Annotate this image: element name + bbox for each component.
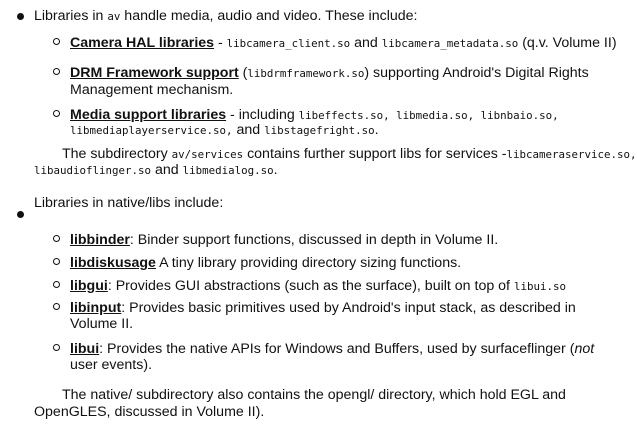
libdiskusage-link[interactable]: libdiskusage [70, 255, 156, 271]
list2-item-libinput: libinput: Provides basic primitives used by Android's input stack, as described in [70, 300, 576, 316]
list1-intro: Libraries in av handle media, audio and video. These include: [34, 8, 418, 24]
libgui-link[interactable]: libgui [70, 278, 108, 294]
list2-item-libgui: libgui: Provides GUI abstractions (such as the surface), built on top of libui.so [70, 278, 566, 294]
bullet-circle [53, 68, 60, 75]
bullet-circle [53, 110, 60, 117]
list2-item-libui-line2: user events). [70, 357, 153, 373]
bullet-circle [53, 303, 60, 310]
list2-item-libdiskusage: libdiskusage A tiny library providing directory sizing functions. [70, 255, 462, 271]
camera-hal-link[interactable]: Camera HAL libraries [70, 35, 215, 51]
libbinder-link[interactable]: libbinder [70, 232, 130, 248]
list1-item-drm: DRM Framework support (libdrmframework.so) supporting Android's Digital Rights [70, 65, 589, 81]
libui-link[interactable]: libui [70, 341, 100, 357]
bullet-circle [53, 344, 60, 351]
list1-item-camera-hal: Camera HAL libraries - libcamera_client.so and libcamera_metadata.so (q.v. Volume II) [70, 35, 617, 51]
bullet-disc [17, 13, 24, 20]
footer-paragraph: The native/ subdirectory also contains the opengl/ directory, which hold EGL and [62, 387, 566, 403]
subdir-paragraph: The subdirectory av/services contains further support libs for services -libcameraservice.so, [62, 146, 637, 162]
media-support-link[interactable]: Media support libraries [70, 107, 227, 123]
list1-item-drm-line2: Management mechanism. [70, 82, 234, 98]
list2-item-libbinder: libbinder: Binder support functions, discussed in depth in Volume II. [70, 232, 499, 248]
list2-item-libinput-line2: Volume II. [70, 316, 134, 332]
bullet-circle [53, 258, 60, 265]
bullet-circle [53, 281, 60, 288]
list2-intro: Libraries in native/libs include: [34, 195, 224, 211]
bullet-circle [53, 235, 60, 242]
libinput-link[interactable]: libinput [70, 300, 122, 316]
bullet-circle [53, 38, 60, 45]
bullet-disc [17, 211, 24, 218]
drm-framework-link[interactable]: DRM Framework support [70, 65, 239, 81]
footer-paragraph-line2: OpenGLES, discussed in Volume II). [34, 404, 265, 420]
list1-item-media: Media support libraries - including libeffects.so, libmedia.so, libnbaio.so, [70, 107, 559, 123]
subdir-paragraph-line2: libaudioflinger.so and libmedialog.so. [34, 162, 278, 178]
list1-item-media-line2: libmediaplayerservice.so, and libstagefright.so. [70, 122, 379, 138]
list2-item-libui: libui: Provides the native APIs for Windows and Buffers, used by surfaceflinger (not [70, 341, 595, 357]
